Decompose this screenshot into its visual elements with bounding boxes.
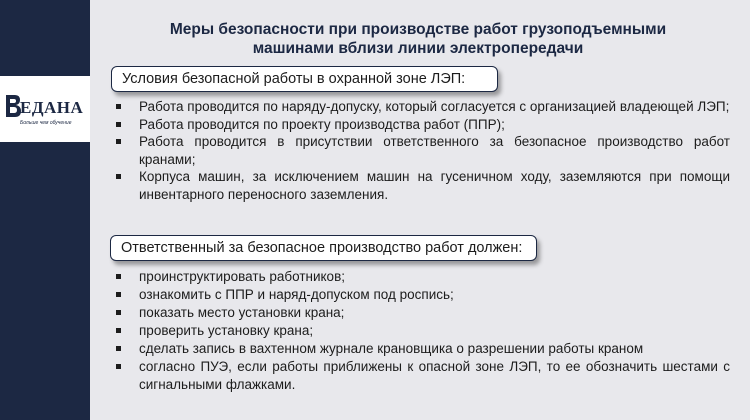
- bullet-square-icon: [116, 174, 121, 179]
- list-item: [111, 116, 730, 134]
- list-item-text: проинструктировать работников;: [139, 269, 345, 284]
- list-item-text: проверить установку крана;: [139, 323, 314, 338]
- bullet-square-icon: [116, 310, 121, 315]
- list-item-text: согласно ПУЭ, если работы приближены к опасной зоне ЛЭП, то ее обозначить шестами с сигнальными флажками.: [139, 359, 730, 392]
- title-line-2: машинами вблизи линии электропередачи: [252, 40, 584, 57]
- bullet-square-icon: [116, 104, 121, 109]
- list-item: [111, 304, 730, 322]
- logo: [0, 76, 90, 142]
- list-item: [111, 340, 730, 358]
- section-2-label: Ответственный за безопасное производство работ должен:: [110, 235, 537, 261]
- bullet-square-icon: [116, 364, 121, 369]
- section-2-list: [111, 268, 730, 394]
- list-item: [111, 133, 730, 168]
- bullet-square-icon: [116, 122, 121, 127]
- list-item-text: сделать запись в вахтенном журнале крановщика о разрешении работы краном: [139, 341, 644, 356]
- list-item: [111, 98, 730, 116]
- list-item-text: показать место установки крана;: [139, 305, 345, 320]
- page-title: [98, 20, 738, 58]
- list-item-text: Корпуса машин, за исключением машин на гусеничном ходу, заземляются при помощи инвентарного переносного заземления.: [139, 169, 730, 202]
- bullet-square-icon: [116, 274, 121, 279]
- logo-text: ЕДАНА: [20, 98, 84, 117]
- bullet-square-icon: [116, 346, 121, 351]
- list-item-text: ознакомить с ППР и наряд-допуском под роспись;: [139, 287, 454, 302]
- list-item: [111, 286, 730, 304]
- title-line-1: Меры безопасности при производстве работ грузоподъемными: [169, 21, 667, 38]
- list-item: [111, 168, 730, 203]
- list-item: [111, 358, 730, 394]
- section-1-label: Условия безопасной работы в охранной зоне ЛЭП:: [111, 66, 498, 92]
- list-item: [111, 322, 730, 340]
- list-item: [111, 268, 730, 286]
- list-item-text: Работа проводится по проекту производства работ (ППР);: [139, 116, 505, 132]
- list-item-text: Работа проводится по наряду-допуску, который согласуется с организацией владеющей ЛЭП;: [139, 99, 730, 114]
- sidebar: [0, 0, 90, 420]
- section-1-list: [111, 98, 730, 203]
- bullet-square-icon: [116, 139, 121, 144]
- list-item-text: Работа проводится в присутствии ответственного за безопасное производство работ кранами;: [139, 134, 730, 167]
- bullet-square-icon: [116, 292, 121, 297]
- bullet-square-icon: [116, 328, 121, 333]
- logo-tagline: Больше чем обучение: [20, 120, 72, 126]
